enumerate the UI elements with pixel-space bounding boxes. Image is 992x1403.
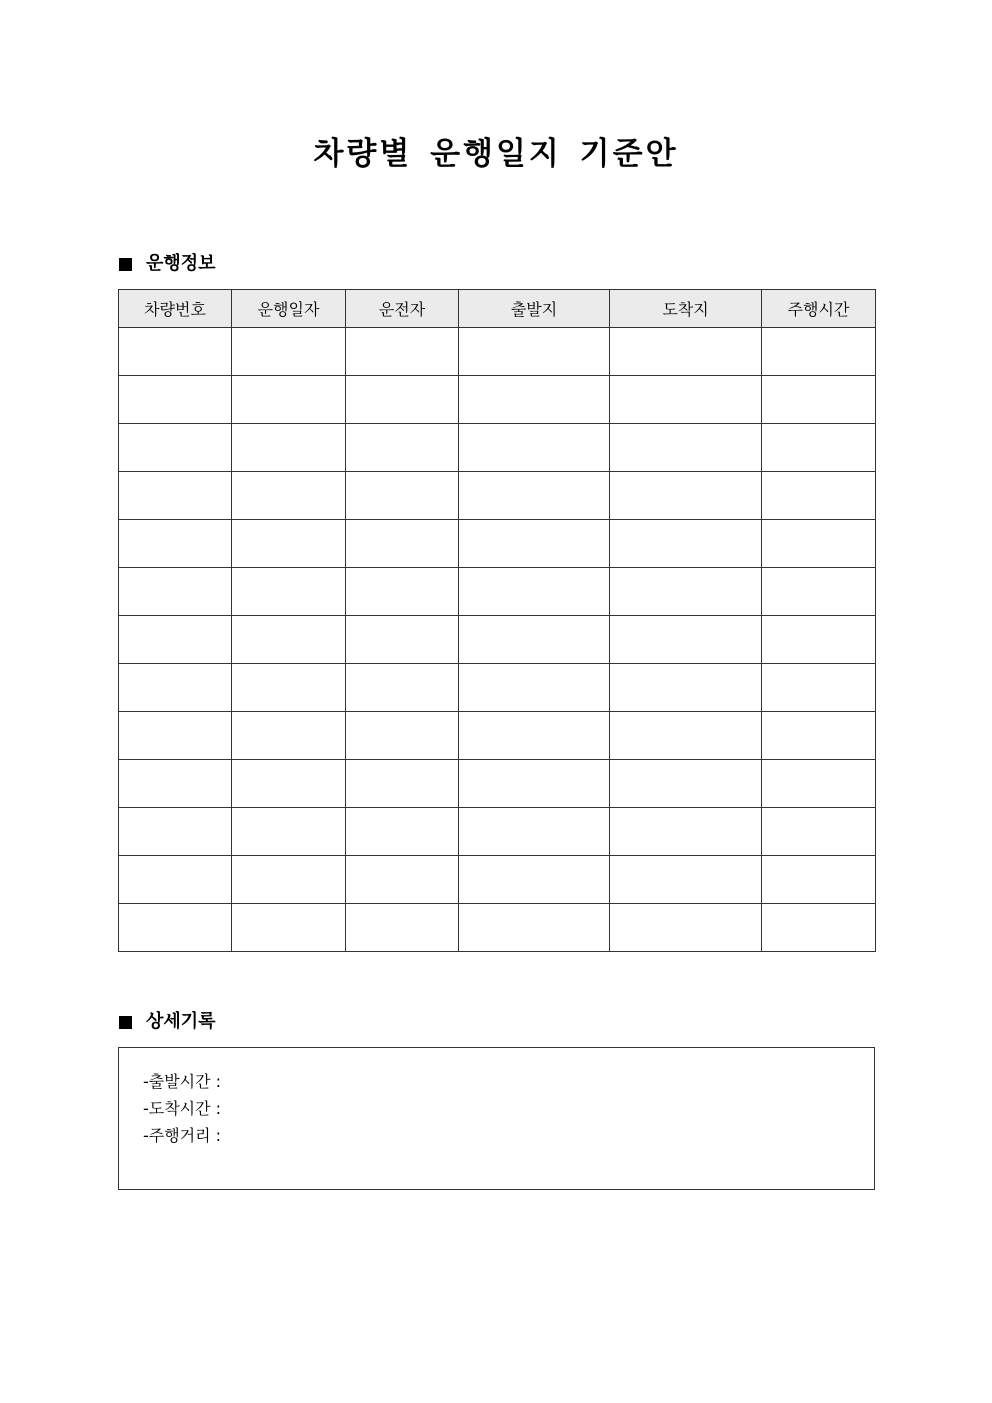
cell-driving-time[interactable] — [762, 472, 876, 520]
cell-arrival[interactable] — [610, 760, 762, 808]
cell-driving-time[interactable] — [762, 568, 876, 616]
cell-vehicle-number[interactable] — [119, 328, 232, 376]
table-row — [119, 808, 876, 856]
cell-driving-time[interactable] — [762, 664, 876, 712]
cell-vehicle-number[interactable] — [119, 376, 232, 424]
cell-driver[interactable] — [346, 856, 459, 904]
cell-driving-time[interactable] — [762, 520, 876, 568]
detail-distance-line: -주행거리 : — [143, 1126, 222, 1145]
cell-departure[interactable] — [459, 616, 610, 664]
table-row — [119, 616, 876, 664]
cell-operation-date[interactable] — [232, 520, 346, 568]
detail-departure-time-line: -출발시간 : — [143, 1072, 222, 1091]
table-row — [119, 904, 876, 952]
operation-log-table — [118, 289, 876, 952]
table-row — [119, 712, 876, 760]
cell-operation-date[interactable] — [232, 904, 346, 952]
cell-vehicle-number[interactable] — [119, 472, 232, 520]
cell-vehicle-number[interactable] — [119, 856, 232, 904]
cell-vehicle-number[interactable] — [119, 424, 232, 472]
cell-driver[interactable] — [346, 328, 459, 376]
cell-vehicle-number[interactable] — [119, 760, 232, 808]
cell-arrival[interactable] — [610, 520, 762, 568]
detail-record-box — [118, 1047, 875, 1190]
cell-driving-time[interactable] — [762, 424, 876, 472]
table-header-row — [119, 290, 876, 328]
cell-arrival[interactable] — [610, 568, 762, 616]
cell-operation-date[interactable] — [232, 328, 346, 376]
cell-vehicle-number[interactable] — [119, 664, 232, 712]
cell-departure[interactable] — [459, 568, 610, 616]
cell-operation-date[interactable] — [232, 424, 346, 472]
cell-driving-time[interactable] — [762, 376, 876, 424]
cell-driving-time[interactable] — [762, 808, 876, 856]
cell-vehicle-number[interactable] — [119, 904, 232, 952]
cell-driving-time[interactable] — [762, 712, 876, 760]
column-header-vehicle-number: 차량번호 — [119, 290, 232, 328]
cell-operation-date[interactable] — [232, 616, 346, 664]
cell-arrival[interactable] — [610, 616, 762, 664]
section-heading-detail-record — [119, 1010, 216, 1034]
cell-arrival[interactable] — [610, 472, 762, 520]
cell-departure[interactable] — [459, 520, 610, 568]
cell-driver[interactable] — [346, 568, 459, 616]
table-row — [119, 856, 876, 904]
section-heading-operation-info — [119, 252, 216, 276]
cell-driving-time[interactable] — [762, 616, 876, 664]
cell-arrival[interactable] — [610, 328, 762, 376]
cell-vehicle-number[interactable] — [119, 568, 232, 616]
table-row — [119, 328, 876, 376]
square-bullet-icon — [119, 1016, 132, 1029]
cell-arrival[interactable] — [610, 904, 762, 952]
cell-driver[interactable] — [346, 472, 459, 520]
column-header-departure: 출발지 — [459, 290, 610, 328]
cell-arrival[interactable] — [610, 856, 762, 904]
cell-departure[interactable] — [459, 760, 610, 808]
cell-operation-date[interactable] — [232, 712, 346, 760]
cell-arrival[interactable] — [610, 808, 762, 856]
cell-driver[interactable] — [346, 808, 459, 856]
cell-operation-date[interactable] — [232, 856, 346, 904]
cell-departure[interactable] — [459, 856, 610, 904]
table-row — [119, 520, 876, 568]
cell-departure[interactable] — [459, 808, 610, 856]
column-header-driver: 운전자 — [346, 290, 459, 328]
cell-driver[interactable] — [346, 520, 459, 568]
page-title: 차량별 운행일지 기준안 — [313, 136, 679, 172]
table-row — [119, 472, 876, 520]
cell-driver[interactable] — [346, 616, 459, 664]
cell-operation-date[interactable] — [232, 376, 346, 424]
cell-departure[interactable] — [459, 472, 610, 520]
cell-vehicle-number[interactable] — [119, 808, 232, 856]
section-label: 운행정보 — [146, 253, 216, 274]
cell-driving-time[interactable] — [762, 328, 876, 376]
cell-arrival[interactable] — [610, 424, 762, 472]
column-header-driving-time: 주행시간 — [762, 290, 876, 328]
cell-operation-date[interactable] — [232, 472, 346, 520]
cell-operation-date[interactable] — [232, 664, 346, 712]
cell-departure[interactable] — [459, 424, 610, 472]
table-row — [119, 664, 876, 712]
column-header-operation-date: 운행일자 — [232, 290, 346, 328]
cell-operation-date[interactable] — [232, 760, 346, 808]
table-row — [119, 760, 876, 808]
cell-driver[interactable] — [346, 664, 459, 712]
cell-departure[interactable] — [459, 664, 610, 712]
cell-driver[interactable] — [346, 376, 459, 424]
cell-departure[interactable] — [459, 904, 610, 952]
cell-arrival[interactable] — [610, 664, 762, 712]
cell-driver[interactable] — [346, 904, 459, 952]
cell-vehicle-number[interactable] — [119, 520, 232, 568]
cell-departure[interactable] — [459, 376, 610, 424]
cell-driver[interactable] — [346, 712, 459, 760]
square-bullet-icon — [119, 258, 132, 271]
cell-vehicle-number[interactable] — [119, 712, 232, 760]
cell-operation-date[interactable] — [232, 568, 346, 616]
table-row — [119, 424, 876, 472]
cell-driving-time[interactable] — [762, 856, 876, 904]
cell-driving-time[interactable] — [762, 760, 876, 808]
cell-operation-date[interactable] — [232, 808, 346, 856]
table-row — [119, 376, 876, 424]
cell-departure[interactable] — [459, 328, 610, 376]
section-label: 상세기록 — [146, 1011, 216, 1032]
cell-driving-time[interactable] — [762, 904, 876, 952]
cell-arrival[interactable] — [610, 376, 762, 424]
cell-driver[interactable] — [346, 424, 459, 472]
column-header-arrival: 도착지 — [610, 290, 762, 328]
detail-arrival-time-line: -도착시간 : — [143, 1099, 222, 1118]
cell-arrival[interactable] — [610, 712, 762, 760]
cell-driver[interactable] — [346, 760, 459, 808]
cell-departure[interactable] — [459, 712, 610, 760]
cell-vehicle-number[interactable] — [119, 616, 232, 664]
table-row — [119, 568, 876, 616]
